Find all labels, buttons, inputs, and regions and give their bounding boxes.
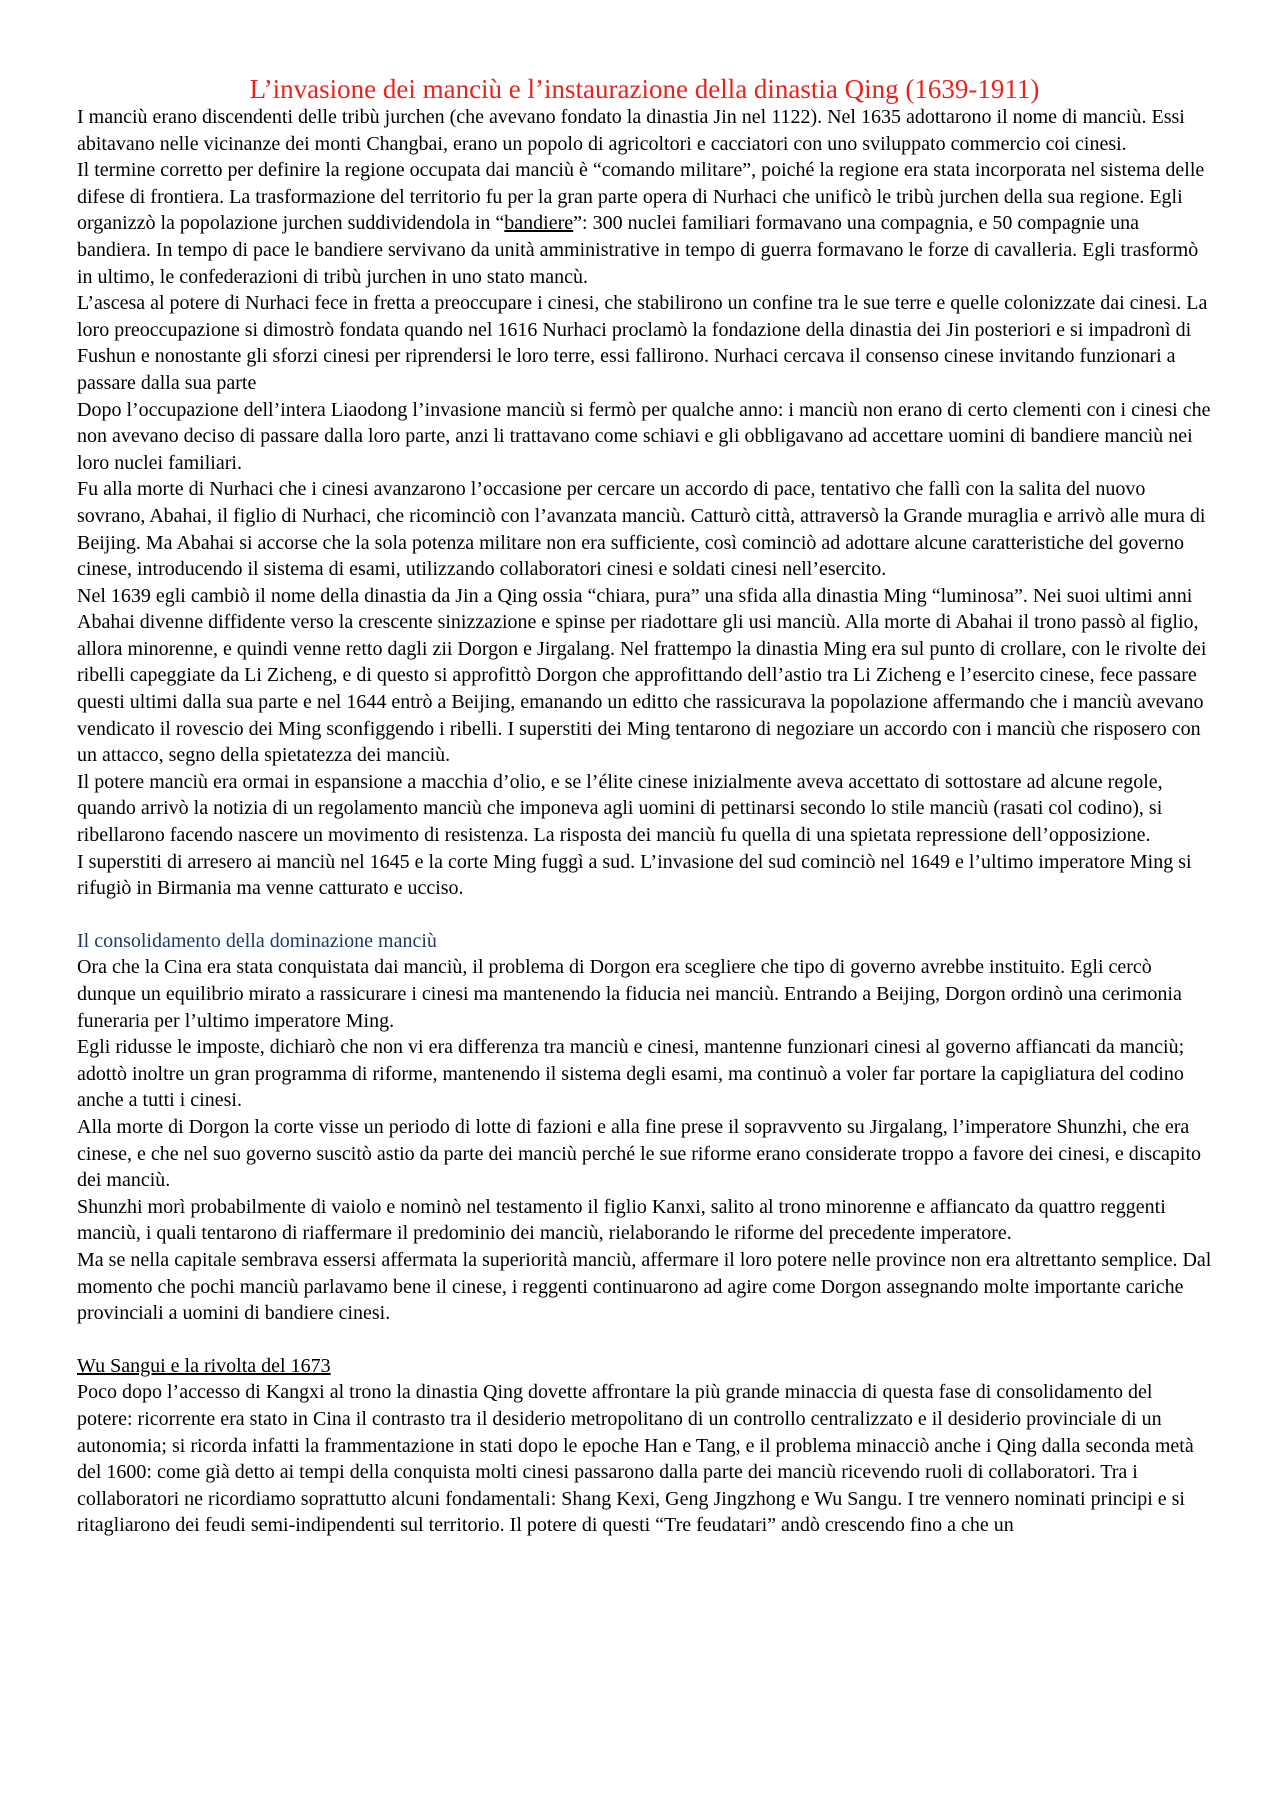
intro-paragraph-2	[77, 157, 1212, 290]
intro-paragraph-4: Dopo l’occupazione dell’intera Liaodong l’invasione manciù si fermò per qualche anno: i manciù non erano di certo clementi con i cinesi che non avevano deciso di passare dalla loro parte, anzi li trattavano come schiavi e gli obbligavano ad accettare uomini di bandiere manciù nei loro nuclei familiari.	[77, 398, 1211, 474]
intro-paragraph-2-text-a: Il termine corretto per definire la regione occupata dai manciù è “comando militare”, poiché la regione era stata incorporata nel sistema delle difese di frontiera. La trasformazione del territorio fu per la gran parte opera di Nurhaci che unificò le tribù jurchen della sua regione. Egli organizzò la popolazione jurchen suddividendola in “	[77, 159, 1205, 235]
document-title: L’invasione dei manciù e l’instaurazione della dinastia Qing (1639-1911)	[249, 74, 1040, 104]
intro-paragraph-2-text-b: ”: 300 nuclei familiari formavano una compagnia, e 50 compagnie una bandiera. In tempo di pace le bandiere servivano da unità amministrative in tempo di guerra formavano le forze di cavalleria. Egli trasformò in ultimo, le confederazioni di tribù jurchen in uno stato mancù.	[77, 212, 1199, 288]
term-bandiere: bandiere	[504, 212, 574, 235]
section1-paragraph-5: Ma se nella capitale sembrava essersi affermata la superiorità manciù, affermare il loro potere nelle province non era altrettanto semplice. Dal momento che pochi manciù parlavamo bene il cinese, i reggenti continuarono ad agire come Dorgon assegnando molte importante cariche provinciali a uomini di bandiere cinesi.	[77, 1248, 1212, 1325]
section-heading-consolidamento: Il consolidamento della dominazione manciù	[77, 929, 437, 952]
intro-paragraph-7: Il potere manciù era ormai in espansione a macchia d’olio, e se l’élite cinese inizialmente aveva accettato di sottostare ad alcune regole, quando arrivò la notizia di un regolamento manciù che imponeva agli uomini di pettinarsi secondo lo stile manciù (rasati col codino), si ribellarono facendo nascere un movimento di resistenza. La risposta dei manciù fu quella di una spietata repressione dell’opposizione.	[77, 770, 1163, 847]
intro-paragraph-5: Fu alla morte di Nurhaci che i cinesi avanzarono l’occasione per cercare un accordo di pace, tentativo che fallì con la salita del nuovo sovrano, Abahai, il figlio di Nurhaci, che ricominciò con l’avanzata manciù. Catturò città, attraversò la Grande muraglia e arrivò alle mura di Beijing. Ma Abahai si accorse che la sola potenza militare non era sufficiente, così cominciò ad adottare alcune caratteristiche del governo cinese, introducendo il sistema di esami, utilizzando collaboratori cinesi e soldati cinesi nell’esercito.	[77, 478, 1206, 581]
section-heading-wu-sangui: Wu Sangui e la rivolta del 1673	[77, 1354, 331, 1377]
intro-paragraph-1: I manciù erano discendenti delle tribù jurchen (che avevano fondato la dinastia Jin nel 1122). Nel 1635 adottarono il nome di manciù. Essi abitavano nelle vicinanze dei monti Changbai, erano un popolo di agricoltori e cacciatori con uno sviluppato commercio coi cinesi.	[77, 106, 1185, 155]
intro-paragraph-6: Nel 1639 egli cambiò il nome della dinastia da Jin a Qing ossia “chiara, pura” una sfida alla dinastia Ming “luminosa”. Nei suoi ultimi anni Abahai divenne diffidente verso la crescente sinizzazione e spinse per riadottare gli usi manciù. Alla morte di Abahai il trono passò al figlio, allora minorenne, e quindi venne retto dagli zii Dorgon e Jirgalang. Nel frattempo la dinastia Ming era sul punto di crollare, con le rivolte dei ribelli capeggiate da Li Zicheng, e di questo si approfittò Dorgon che approfittando dell’astio tra Li Zicheng e l’esercito cinese, fece passare questi ultimi dalla sua parte e nel 1644 entrò a Beijing, emanando un editto che rassicurava la popolazione affermando che i manciù avevano vendicato il rovescio dei Ming sconfiggendo i ribelli. I superstiti dei Ming tentarono di negoziare un accordo con i manciù che risposero con un attacco, segno della spietatezza dei manciù.	[77, 584, 1207, 767]
section1-paragraph-4: Shunzhi morì probabilmente di vaiolo e nominò nel testamento il figlio Kanxi, salito al trono minorenne e affiancato da quattro reggenti manciù, i quali tentarono di riaffermare il predominio dei manciù, rielaborando le riforme del precedente imperatore.	[77, 1195, 1166, 1245]
intro-paragraph-3: L’ascesa al potere di Nurhaci fece in fretta a preoccupare i cinesi, che stabilirono un confine tra le sue terre e quelle colonizzate dai cinesi. La loro preoccupazione si dimostrò fondata quando nel 1616 Nurhaci proclamò la fondazione della dinastia dei Jin posteriori e si impadronì di Fushun e nonostante gli sforzi cinesi per riprendersi le loro terre, essi fallirono. Nurhaci cercava il consenso cinese invitando funzionari a passare dalla sua parte	[77, 292, 1208, 394]
intro-paragraph-8: I superstiti di arresero ai manciù nel 1645 e la corte Ming fuggì a sud. L’invasione del sud cominciò nel 1649 e l’ultimo imperatore Ming si rifugiò in Birmania ma venne catturato e ucciso.	[77, 850, 1192, 900]
section1-paragraph-1: Ora che la Cina era stata conquistata dai manciù, il problema di Dorgon era scegliere che tipo di governo avrebbe instituito. Egli cercò dunque un equilibrio mirato a rassicurare i cinesi ma mantenendo la fiducia nei manciù. Entrando a Beijing, Dorgon ordinò una cerimonia funeraria per l’ultimo imperatore Ming.	[77, 956, 1182, 1032]
section1-paragraph-2: Egli ridusse le imposte, dichiarò che non vi era differenza tra manciù e cinesi, mantenne funzionari cinesi al governo affiancati da manciù; adottò inoltre un gran programma di riforme, mantenendo il sistema degli esami, ma continuò a voler far portare la capigliatura del codino anche a tutti i cinesi.	[77, 1036, 1185, 1112]
section2-paragraph-1: Poco dopo l’accesso di Kangxi al trono la dinastia Qing dovette affrontare la più grande minaccia di questa fase di consolidamento del potere: ricorrente era stato in Cina il contrasto tra il desiderio metropolitano di un controllo centralizzato e il desiderio provinciale di un autonomia; si ricorda infatti la frammentazione in stati dopo le epoche Han e Tang, e il problema minacciò anche i Qing dalla seconda metà del 1600: come già detto ai tempi della conquista molti cinesi passarono dalla parte dei manciù ricevendo ruoli di collaboratori. Tra i collaboratori ne ricordiamo soprattutto alcuni fondamentali: Shang Kexi, Geng Jingzhong e Wu Sangu. I tre vennero nominati principi e si ritagliarono dei feudi semi-indipendenti sul territorio. Il potere di questi “Tre feudatari” andò crescendo fino a che un	[77, 1381, 1194, 1537]
section1-paragraph-3: Alla morte di Dorgon la corte visse un periodo di lotte di fazioni e alla fine prese il sopravvento su Jirgalang, l’imperatore Shunzhi, che era cinese, e che nel suo governo suscitò astio da parte dei manciù perché le sue riforme erano considerate troppo a favore dei cinesi, e discapito dei manciù.	[77, 1115, 1202, 1192]
